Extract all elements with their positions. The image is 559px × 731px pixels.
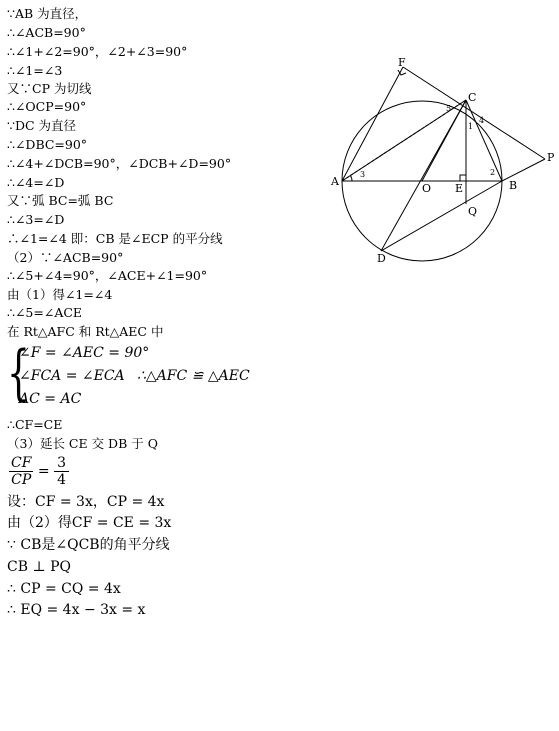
solution-line: ∴∠1=∠4 即：CB 是∠ECP 的平分线: [7, 231, 223, 246]
solution-line: ∴∠1=∠3: [7, 63, 63, 78]
angle-label-3: 3: [360, 170, 366, 179]
angle-label-2: 2: [490, 168, 496, 177]
solution-line: ∴∠5+∠4=90°，∠ACE+∠1=90°: [7, 268, 208, 283]
label-c: C: [468, 91, 477, 104]
segment-db: [381, 181, 502, 251]
solution-line: 又∵弧 BC=弧 BC: [7, 193, 114, 208]
label-d: D: [377, 252, 386, 265]
ratio-equation: [9, 455, 69, 488]
solution-line: 在 Rt△AFC 和 Rt△AEC 中: [7, 324, 164, 339]
label-f: F: [398, 56, 406, 69]
solution-line: 由（2）得CF = CE = 3x: [7, 515, 172, 531]
system-eq-3: AC = AC: [19, 391, 82, 407]
left-brace: {: [7, 338, 30, 408]
geometry-figure: [325, 55, 559, 270]
solution-line: ∴ EQ = 4x − 3x = x: [7, 602, 146, 618]
ratio-den-left: CP: [11, 472, 32, 488]
system-eq-2: ∠FCA = ∠ECA: [19, 368, 125, 384]
angle-label-1: 1: [468, 122, 474, 131]
solution-line: ∴∠4+∠DCB=90°，∠DCB+∠D=90°: [7, 156, 232, 171]
tangent-line-fp: [403, 67, 545, 159]
angle-mark-3: [350, 176, 352, 182]
solution-line: ∵DC 为直径: [7, 118, 77, 133]
solution-line: ∴∠OCP=90°: [7, 99, 87, 114]
solution-line: ∴∠5=∠ACE: [7, 305, 83, 320]
solution-line: 又∵CP 为切线: [7, 81, 92, 96]
label-b: B: [509, 179, 518, 192]
system-eq-1: ∠F = ∠AEC = 90°: [19, 345, 150, 361]
segment-bp: [502, 159, 545, 181]
segment-af: [342, 67, 403, 181]
solution-line: ∴CF=CE: [7, 417, 63, 432]
segment-cb: [466, 100, 502, 181]
label-o: O: [422, 182, 432, 195]
ratio-num-right: 3: [54, 455, 69, 472]
angle-label-4: 4: [479, 116, 485, 125]
angle-label-5: 5: [446, 104, 452, 113]
solution-line: ∴∠DBC=90°: [7, 137, 88, 152]
label-p: P: [547, 151, 555, 164]
solution-line: CB ⊥ PQ: [7, 559, 71, 575]
solution-line: ∵ CB是∠QCB的角平分线: [7, 537, 170, 553]
solution-line: 设：CF = 3x，CP = 4x: [7, 494, 165, 510]
segment-co: [422, 100, 466, 181]
ratio-equals: =: [37, 463, 50, 480]
solution-line: （2）∵∠ACB=90°: [7, 250, 124, 265]
right-angle-mark-e: [460, 175, 466, 181]
label-a: A: [331, 175, 339, 188]
solution-line: （3）延长 CE 交 DB 于 Q: [7, 436, 158, 451]
system-conclusion: ∴△AFC ≌ △AEC: [137, 368, 250, 384]
solution-line: ∴∠3=∠D: [7, 212, 65, 227]
solution-line: ∴ CP = CQ = 4x: [7, 581, 121, 597]
solution-line: ∴∠4=∠D: [7, 175, 65, 190]
solution-line: ∴∠1+∠2=90°，∠2+∠3=90°: [7, 44, 188, 59]
ratio-den-right: 4: [57, 472, 66, 488]
label-q: Q: [468, 205, 478, 218]
ratio-num-left: CF: [11, 455, 32, 471]
solution-line: ∵AB 为直径，: [7, 6, 88, 21]
label-e: E: [455, 182, 464, 195]
solution-line: ∴∠ACB=90°: [7, 25, 86, 40]
solution-line: 由（1）得∠1=∠4: [7, 287, 113, 302]
